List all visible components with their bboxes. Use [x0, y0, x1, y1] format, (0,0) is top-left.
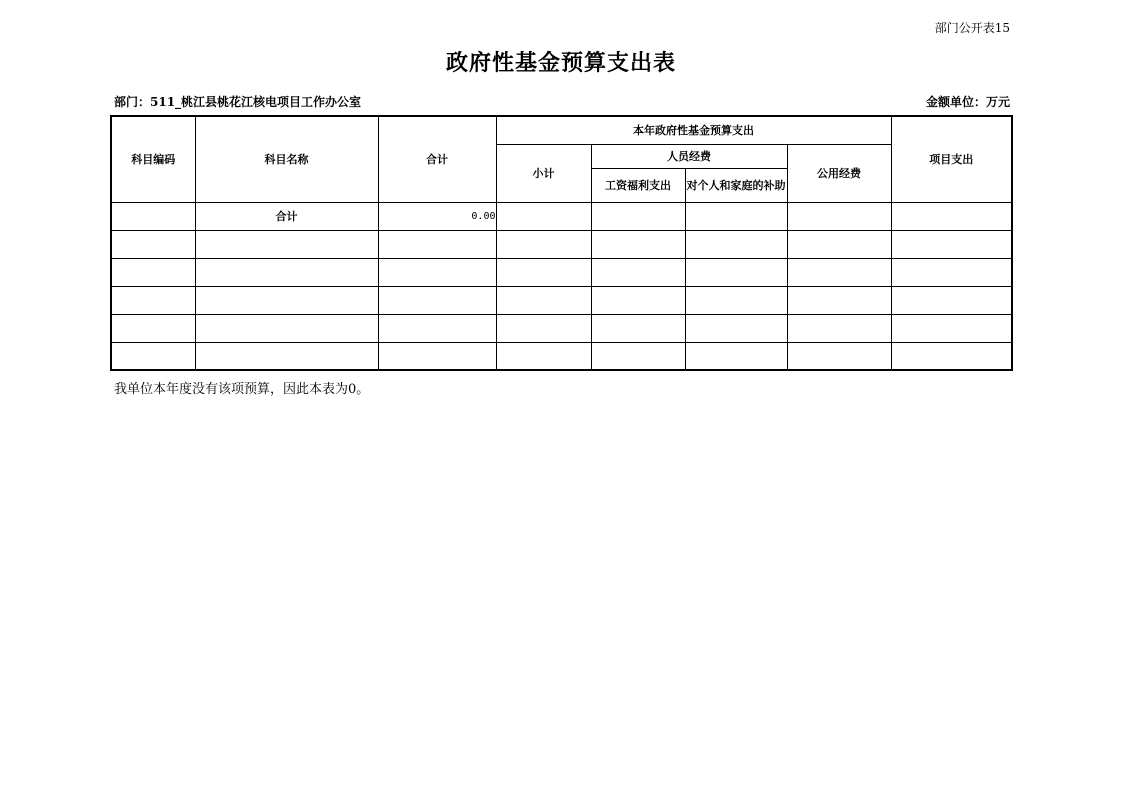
- header-public-expense: 公用经费: [787, 144, 891, 202]
- cell-subsidy: [685, 230, 787, 258]
- cell-project: [891, 230, 1012, 258]
- header-total: 合计: [378, 116, 496, 202]
- cell-subtotal: [496, 342, 591, 370]
- page-title: 政府性基金预算支出表: [445, 50, 676, 76]
- cell-name: [195, 258, 378, 286]
- department-label: 部门：511_桃江县桃花江核电项目工作办公室: [114, 95, 362, 109]
- cell-code: [111, 314, 195, 342]
- cell-code: [111, 286, 195, 314]
- header-subtotal: 小计: [496, 144, 591, 202]
- cell-public: [787, 286, 891, 314]
- cell-subtotal: [496, 230, 591, 258]
- cell-public: [787, 314, 891, 342]
- cell-name: 合计: [195, 202, 378, 230]
- budget-table: [110, 115, 1013, 371]
- amount-unit-label: 金额单位：万元: [925, 95, 1010, 109]
- table-row: [111, 202, 1012, 230]
- cell-code: [111, 258, 195, 286]
- cell-project: [891, 314, 1012, 342]
- cell-wage: [591, 314, 685, 342]
- table-row: [111, 286, 1012, 314]
- cell-subsidy: [685, 314, 787, 342]
- cell-subsidy: [685, 342, 787, 370]
- cell-wage: [591, 286, 685, 314]
- cell-total: 0.00: [378, 202, 496, 230]
- cell-code: [111, 202, 195, 230]
- header-personnel-group: 人员经费: [591, 144, 787, 168]
- footnote: 我单位本年度没有该项预算，因此本表为0。: [114, 382, 370, 397]
- cell-name: [195, 342, 378, 370]
- cell-subtotal: [496, 286, 591, 314]
- cell-subsidy: [685, 286, 787, 314]
- cell-project: [891, 258, 1012, 286]
- header-project-expense: 项目支出: [891, 116, 1012, 202]
- cell-total: [378, 258, 496, 286]
- table-body: [111, 202, 1012, 370]
- header-subject-name: 科目名称: [195, 116, 378, 202]
- table-row: [111, 230, 1012, 258]
- cell-wage: [591, 202, 685, 230]
- header-wage-welfare: 工资福利支出: [591, 168, 685, 202]
- cell-public: [787, 342, 891, 370]
- header-household-subsidy: 对个人和家庭的补助: [685, 168, 787, 202]
- cell-name: [195, 230, 378, 258]
- cell-total: [378, 314, 496, 342]
- cell-project: [891, 202, 1012, 230]
- table-row: [111, 314, 1012, 342]
- table-row: [111, 258, 1012, 286]
- table-row: [111, 342, 1012, 370]
- cell-wage: [591, 230, 685, 258]
- cell-project: [891, 286, 1012, 314]
- header-subject-code: 科目编码: [111, 116, 195, 202]
- cell-project: [891, 342, 1012, 370]
- cell-subsidy: [685, 202, 787, 230]
- cell-public: [787, 258, 891, 286]
- cell-wage: [591, 342, 685, 370]
- cell-subtotal: [496, 258, 591, 286]
- cell-subtotal: [496, 314, 591, 342]
- cell-subsidy: [685, 258, 787, 286]
- form-number: 部门公开表15: [934, 21, 1010, 35]
- cell-name: [195, 314, 378, 342]
- cell-public: [787, 202, 891, 230]
- cell-code: [111, 342, 195, 370]
- header-current-year-group: 本年政府性基金预算支出: [496, 116, 891, 144]
- cell-total: [378, 286, 496, 314]
- cell-public: [787, 230, 891, 258]
- cell-name: [195, 286, 378, 314]
- cell-total: [378, 230, 496, 258]
- cell-subtotal: [496, 202, 591, 230]
- cell-total: [378, 342, 496, 370]
- cell-code: [111, 230, 195, 258]
- cell-wage: [591, 258, 685, 286]
